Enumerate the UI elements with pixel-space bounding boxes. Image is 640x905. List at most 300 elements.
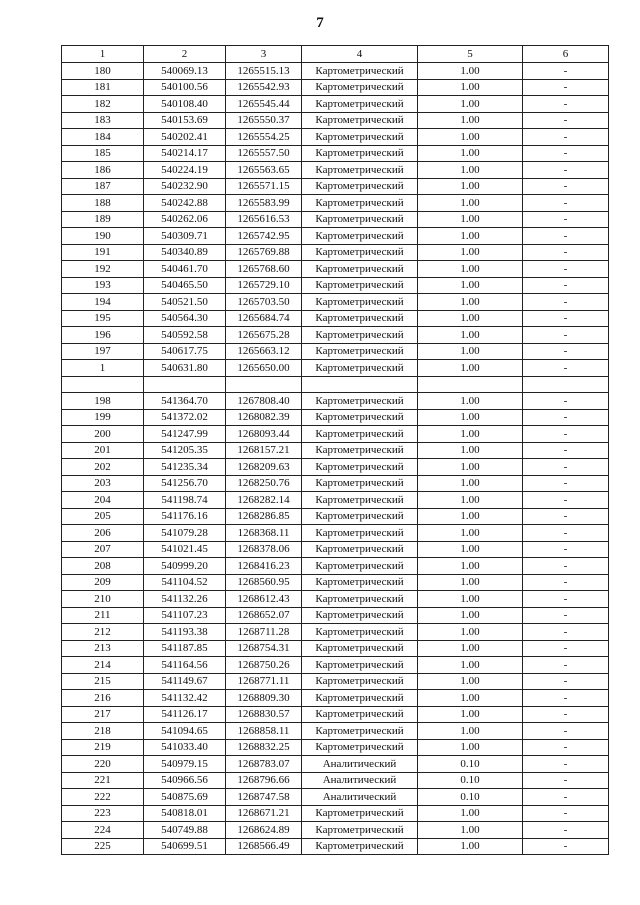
accuracy-cell: 1.00 (418, 129, 523, 146)
table-row (62, 327, 609, 344)
accuracy-cell: 1.00 (418, 673, 523, 690)
note-cell: - (523, 211, 609, 228)
method-cell: Картометрический (302, 63, 418, 80)
table-row (62, 211, 609, 228)
point-number-cell: 190 (62, 228, 144, 245)
y-coordinate-cell: 1265684.74 (226, 310, 302, 327)
point-number-cell: 215 (62, 673, 144, 690)
accuracy-cell: 1.00 (418, 492, 523, 509)
y-coordinate-cell: 1268771.11 (226, 673, 302, 690)
note-cell: - (523, 789, 609, 806)
method-cell: Аналитический (302, 789, 418, 806)
method-cell: Картометрический (302, 261, 418, 278)
table-row (62, 442, 609, 459)
method-cell: Картометрический (302, 96, 418, 113)
y-coordinate-cell: 1268750.26 (226, 657, 302, 674)
table-row (62, 343, 609, 360)
point-number-cell: 205 (62, 508, 144, 525)
method-cell: Картометрический (302, 228, 418, 245)
x-coordinate-cell: 541132.42 (144, 690, 226, 707)
point-number-cell: 218 (62, 723, 144, 740)
x-coordinate-cell: 540340.89 (144, 244, 226, 261)
y-coordinate-cell: 1268652.07 (226, 607, 302, 624)
method-cell: Картометрический (302, 690, 418, 707)
point-number-cell: 184 (62, 129, 144, 146)
column-header: 2 (144, 46, 226, 63)
x-coordinate-cell: 541149.67 (144, 673, 226, 690)
note-cell: - (523, 63, 609, 80)
x-coordinate-cell: 541256.70 (144, 475, 226, 492)
note-cell: - (523, 805, 609, 822)
column-header: 3 (226, 46, 302, 63)
point-number-cell: 198 (62, 393, 144, 410)
x-coordinate-cell: 540979.15 (144, 756, 226, 773)
x-coordinate-cell: 540153.69 (144, 112, 226, 129)
accuracy-cell: 1.00 (418, 640, 523, 657)
point-number-cell: 223 (62, 805, 144, 822)
y-coordinate-cell: 1268157.21 (226, 442, 302, 459)
y-coordinate-cell: 1268711.28 (226, 624, 302, 641)
table-row (62, 739, 609, 756)
method-cell: Картометрический (302, 211, 418, 228)
method-cell: Картометрический (302, 591, 418, 608)
note-cell: - (523, 327, 609, 344)
method-cell: Картометрический (302, 624, 418, 641)
y-coordinate-cell: 1268754.31 (226, 640, 302, 657)
note-cell: - (523, 640, 609, 657)
table-row (62, 459, 609, 476)
table-row (62, 640, 609, 657)
table-row (62, 294, 609, 311)
point-number-cell: 217 (62, 706, 144, 723)
table-row (62, 591, 609, 608)
method-cell: Картометрический (302, 426, 418, 443)
x-coordinate-cell: 540108.40 (144, 96, 226, 113)
point-number-cell: 211 (62, 607, 144, 624)
x-coordinate-cell: 541176.16 (144, 508, 226, 525)
method-cell: Картометрический (302, 393, 418, 410)
x-coordinate-cell: 540224.19 (144, 162, 226, 179)
x-coordinate-cell: 540214.17 (144, 145, 226, 162)
point-number-cell: 208 (62, 558, 144, 575)
table-row (62, 409, 609, 426)
point-number-cell: 200 (62, 426, 144, 443)
accuracy-cell: 1.00 (418, 426, 523, 443)
table-row (62, 310, 609, 327)
accuracy-cell: 1.00 (418, 706, 523, 723)
y-coordinate-cell: 1268566.49 (226, 838, 302, 855)
y-coordinate-cell: 1268624.89 (226, 822, 302, 839)
table-row (62, 756, 609, 773)
accuracy-cell: 1.00 (418, 244, 523, 261)
method-cell: Картометрический (302, 162, 418, 179)
point-number-cell: 222 (62, 789, 144, 806)
table-header-row (62, 46, 609, 63)
method-cell: Аналитический (302, 756, 418, 773)
note-cell: - (523, 508, 609, 525)
note-cell: - (523, 558, 609, 575)
accuracy-cell: 1.00 (418, 112, 523, 129)
table-row (62, 79, 609, 96)
table-row (62, 805, 609, 822)
point-number-cell: 204 (62, 492, 144, 509)
accuracy-cell: 1.00 (418, 178, 523, 195)
point-number-cell: 224 (62, 822, 144, 839)
accuracy-cell: 1.00 (418, 739, 523, 756)
table-row (62, 63, 609, 80)
table-row (62, 228, 609, 245)
note-cell: - (523, 162, 609, 179)
method-cell: Картометрический (302, 343, 418, 360)
accuracy-cell: 1.00 (418, 310, 523, 327)
method-cell: Картометрический (302, 508, 418, 525)
note-cell (523, 376, 609, 393)
table-row (62, 723, 609, 740)
y-coordinate-cell: 1265571.15 (226, 178, 302, 195)
note-cell: - (523, 310, 609, 327)
method-cell: Картометрический (302, 178, 418, 195)
x-coordinate-cell: 540564.30 (144, 310, 226, 327)
y-coordinate-cell: 1268830.57 (226, 706, 302, 723)
note-cell: - (523, 442, 609, 459)
accuracy-cell: 1.00 (418, 79, 523, 96)
method-cell: Картометрический (302, 294, 418, 311)
x-coordinate-cell: 540699.51 (144, 838, 226, 855)
x-coordinate-cell: 541104.52 (144, 574, 226, 591)
method-cell: Картометрический (302, 822, 418, 839)
method-cell: Картометрический (302, 145, 418, 162)
accuracy-cell: 1.00 (418, 409, 523, 426)
accuracy-cell: 1.00 (418, 211, 523, 228)
x-coordinate-cell: 541021.45 (144, 541, 226, 558)
y-coordinate-cell: 1268093.44 (226, 426, 302, 443)
x-coordinate-cell: 540309.71 (144, 228, 226, 245)
y-coordinate-cell: 1265542.93 (226, 79, 302, 96)
accuracy-cell: 1.00 (418, 508, 523, 525)
x-coordinate-cell: 540465.50 (144, 277, 226, 294)
point-number-cell: 219 (62, 739, 144, 756)
table-row (62, 129, 609, 146)
x-coordinate-cell: 541126.17 (144, 706, 226, 723)
column-header: 6 (523, 46, 609, 63)
table-row (62, 492, 609, 509)
table-row (62, 178, 609, 195)
y-coordinate-cell: 1265769.88 (226, 244, 302, 261)
method-cell: Картометрический (302, 838, 418, 855)
note-cell: - (523, 426, 609, 443)
accuracy-cell: 1.00 (418, 459, 523, 476)
x-coordinate-cell: 540521.50 (144, 294, 226, 311)
point-number-cell: 209 (62, 574, 144, 591)
point-number-cell: 1 (62, 360, 144, 377)
note-cell: - (523, 624, 609, 641)
accuracy-cell: 1.00 (418, 145, 523, 162)
point-number-cell: 192 (62, 261, 144, 278)
note-cell: - (523, 261, 609, 278)
point-number-cell: 206 (62, 525, 144, 542)
method-cell: Картометрический (302, 129, 418, 146)
table-row (62, 277, 609, 294)
point-number-cell: 212 (62, 624, 144, 641)
point-number-cell: 199 (62, 409, 144, 426)
x-coordinate-cell: 541033.40 (144, 739, 226, 756)
y-coordinate-cell: 1265545.44 (226, 96, 302, 113)
table-row (62, 574, 609, 591)
accuracy-cell: 1.00 (418, 574, 523, 591)
point-number-cell: 181 (62, 79, 144, 96)
y-coordinate-cell: 1265742.95 (226, 228, 302, 245)
method-cell: Картометрический (302, 640, 418, 657)
y-coordinate-cell: 1265515.13 (226, 63, 302, 80)
table-row (62, 508, 609, 525)
note-cell: - (523, 96, 609, 113)
point-number-cell: 180 (62, 63, 144, 80)
point-number-cell: 201 (62, 442, 144, 459)
table-row (62, 558, 609, 575)
point-number-cell: 194 (62, 294, 144, 311)
accuracy-cell: 1.00 (418, 475, 523, 492)
method-cell: Картометрический (302, 310, 418, 327)
x-coordinate-cell: 541132.26 (144, 591, 226, 608)
table-row (62, 162, 609, 179)
x-coordinate-cell: 540875.69 (144, 789, 226, 806)
method-cell: Картометрический (302, 475, 418, 492)
point-number-cell: 203 (62, 475, 144, 492)
method-cell: Картометрический (302, 574, 418, 591)
accuracy-cell: 0.10 (418, 772, 523, 789)
note-cell: - (523, 393, 609, 410)
accuracy-cell: 1.00 (418, 442, 523, 459)
y-coordinate-cell: 1268286.85 (226, 508, 302, 525)
method-cell: Картометрический (302, 112, 418, 129)
accuracy-cell: 1.00 (418, 228, 523, 245)
x-coordinate-cell: 540631.80 (144, 360, 226, 377)
x-coordinate-cell: 540749.88 (144, 822, 226, 839)
x-coordinate-cell: 540818.01 (144, 805, 226, 822)
note-cell: - (523, 822, 609, 839)
x-coordinate-cell: 540617.75 (144, 343, 226, 360)
point-number-cell: 197 (62, 343, 144, 360)
y-coordinate-cell: 1265557.50 (226, 145, 302, 162)
method-cell: Картометрический (302, 244, 418, 261)
y-coordinate-cell: 1268747.58 (226, 789, 302, 806)
note-cell: - (523, 112, 609, 129)
table-row-blank (62, 376, 609, 393)
x-coordinate-cell: 541235.34 (144, 459, 226, 476)
method-cell: Картометрический (302, 805, 418, 822)
note-cell: - (523, 244, 609, 261)
x-coordinate-cell: 541107.23 (144, 607, 226, 624)
method-cell: Аналитический (302, 772, 418, 789)
accuracy-cell: 1.00 (418, 657, 523, 674)
table-row (62, 475, 609, 492)
note-cell: - (523, 772, 609, 789)
method-cell: Картометрический (302, 673, 418, 690)
x-coordinate-cell: 540461.70 (144, 261, 226, 278)
note-cell: - (523, 79, 609, 96)
note-cell: - (523, 838, 609, 855)
y-coordinate-cell: 1268796.66 (226, 772, 302, 789)
point-number-cell: 210 (62, 591, 144, 608)
table-row (62, 360, 609, 377)
x-coordinate-cell: 540966.56 (144, 772, 226, 789)
accuracy-cell: 1.00 (418, 294, 523, 311)
point-number-cell: 221 (62, 772, 144, 789)
accuracy-cell: 1.00 (418, 343, 523, 360)
accuracy-cell: 1.00 (418, 822, 523, 839)
accuracy-cell: 1.00 (418, 723, 523, 740)
column-header: 4 (302, 46, 418, 63)
method-cell: Картометрический (302, 327, 418, 344)
table-row (62, 657, 609, 674)
table-row (62, 261, 609, 278)
x-coordinate-cell: 541364.70 (144, 393, 226, 410)
method-cell: Картометрический (302, 459, 418, 476)
note-cell: - (523, 409, 609, 426)
y-coordinate-cell: 1268832.25 (226, 739, 302, 756)
point-number-cell: 225 (62, 838, 144, 855)
coordinates-table (61, 45, 609, 855)
table-row (62, 690, 609, 707)
point-number-cell: 216 (62, 690, 144, 707)
point-number-cell: 214 (62, 657, 144, 674)
note-cell: - (523, 574, 609, 591)
accuracy-cell: 1.00 (418, 558, 523, 575)
accuracy-cell: 1.00 (418, 607, 523, 624)
note-cell: - (523, 607, 609, 624)
method-cell: Картометрический (302, 277, 418, 294)
table-body (62, 63, 609, 855)
point-number-cell: 185 (62, 145, 144, 162)
accuracy-cell: 1.00 (418, 162, 523, 179)
note-cell: - (523, 591, 609, 608)
x-coordinate-cell: 541164.56 (144, 657, 226, 674)
method-cell: Картометрический (302, 607, 418, 624)
table-row (62, 541, 609, 558)
method-cell: Картометрический (302, 723, 418, 740)
note-cell: - (523, 739, 609, 756)
point-number-cell: 207 (62, 541, 144, 558)
note-cell: - (523, 459, 609, 476)
table-row (62, 673, 609, 690)
point-number-cell: 189 (62, 211, 144, 228)
x-coordinate-cell: 541198.74 (144, 492, 226, 509)
x-coordinate-cell: 541205.35 (144, 442, 226, 459)
y-coordinate-cell: 1268378.06 (226, 541, 302, 558)
note-cell: - (523, 360, 609, 377)
method-cell: Картометрический (302, 525, 418, 542)
y-coordinate-cell: 1265650.00 (226, 360, 302, 377)
method-cell: Картометрический (302, 195, 418, 212)
table-row (62, 822, 609, 839)
method-cell (302, 376, 418, 393)
table-row (62, 706, 609, 723)
accuracy-cell: 1.00 (418, 360, 523, 377)
x-coordinate-cell: 540100.56 (144, 79, 226, 96)
method-cell: Картометрический (302, 409, 418, 426)
accuracy-cell: 1.00 (418, 838, 523, 855)
method-cell: Картометрический (302, 79, 418, 96)
point-number-cell: 193 (62, 277, 144, 294)
y-coordinate-cell: 1267808.40 (226, 393, 302, 410)
point-number-cell: 191 (62, 244, 144, 261)
y-coordinate-cell: 1268783.07 (226, 756, 302, 773)
point-number-cell: 182 (62, 96, 144, 113)
table-row (62, 96, 609, 113)
y-coordinate-cell: 1268082.39 (226, 409, 302, 426)
point-number-cell: 187 (62, 178, 144, 195)
note-cell: - (523, 690, 609, 707)
table-row (62, 393, 609, 410)
accuracy-cell: 1.00 (418, 525, 523, 542)
method-cell: Картометрический (302, 558, 418, 575)
y-coordinate-cell: 1265563.65 (226, 162, 302, 179)
y-coordinate-cell: 1268612.43 (226, 591, 302, 608)
method-cell: Картометрический (302, 442, 418, 459)
point-number-cell: 213 (62, 640, 144, 657)
table-row (62, 789, 609, 806)
x-coordinate-cell: 540242.88 (144, 195, 226, 212)
note-cell: - (523, 475, 609, 492)
x-coordinate-cell: 541094.65 (144, 723, 226, 740)
point-number-cell: 195 (62, 310, 144, 327)
x-coordinate-cell: 541372.02 (144, 409, 226, 426)
page-number: 7 (316, 15, 324, 31)
accuracy-cell (418, 376, 523, 393)
x-coordinate-cell: 540069.13 (144, 63, 226, 80)
point-number-cell: 220 (62, 756, 144, 773)
x-coordinate-cell: 541187.85 (144, 640, 226, 657)
x-coordinate-cell: 541193.38 (144, 624, 226, 641)
note-cell: - (523, 294, 609, 311)
y-coordinate-cell: 1268250.76 (226, 475, 302, 492)
note-cell: - (523, 343, 609, 360)
note-cell: - (523, 129, 609, 146)
note-cell: - (523, 756, 609, 773)
y-coordinate-cell: 1268858.11 (226, 723, 302, 740)
table-row (62, 244, 609, 261)
x-coordinate-cell: 540262.06 (144, 211, 226, 228)
table-row (62, 607, 609, 624)
y-coordinate-cell: 1268809.30 (226, 690, 302, 707)
y-coordinate-cell: 1268416.23 (226, 558, 302, 575)
point-number-cell: 202 (62, 459, 144, 476)
point-number-cell: 183 (62, 112, 144, 129)
note-cell: - (523, 723, 609, 740)
method-cell: Картометрический (302, 492, 418, 509)
note-cell: - (523, 277, 609, 294)
x-coordinate-cell: 540592.58 (144, 327, 226, 344)
y-coordinate-cell: 1268560.95 (226, 574, 302, 591)
accuracy-cell: 1.00 (418, 327, 523, 344)
table-row (62, 112, 609, 129)
note-cell: - (523, 541, 609, 558)
note-cell: - (523, 673, 609, 690)
note-cell: - (523, 657, 609, 674)
y-coordinate-cell: 1265554.25 (226, 129, 302, 146)
y-coordinate-cell: 1265703.50 (226, 294, 302, 311)
accuracy-cell: 1.00 (418, 805, 523, 822)
method-cell: Картометрический (302, 541, 418, 558)
table-row (62, 426, 609, 443)
accuracy-cell: 1.00 (418, 541, 523, 558)
accuracy-cell: 1.00 (418, 195, 523, 212)
table-row (62, 145, 609, 162)
y-coordinate-cell: 1265550.37 (226, 112, 302, 129)
method-cell: Картометрический (302, 739, 418, 756)
note-cell: - (523, 145, 609, 162)
column-header: 5 (418, 46, 523, 63)
